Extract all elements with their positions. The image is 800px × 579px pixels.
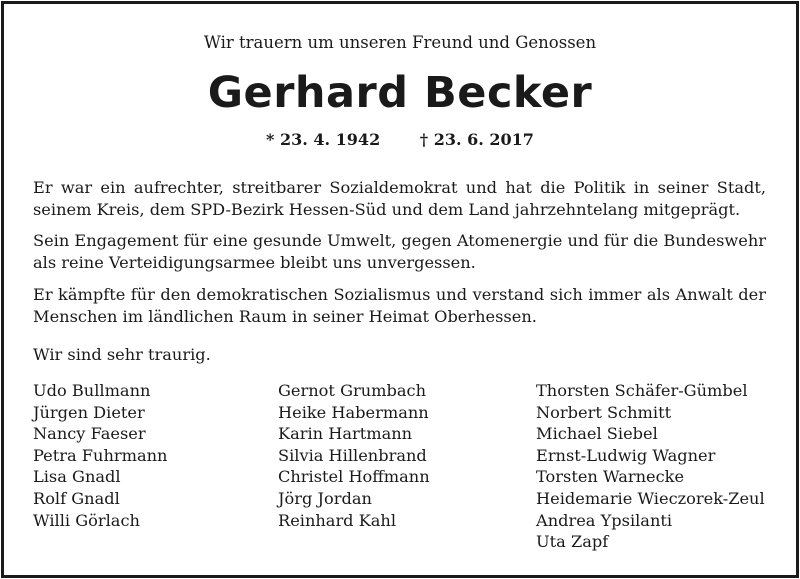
signatory-column xyxy=(536,380,765,553)
signatory-name: Willi Görlach xyxy=(33,510,140,530)
signatory-name: Uta Zapf xyxy=(536,532,609,552)
signatory-name: Nancy Faeser xyxy=(33,424,146,444)
signatory-column xyxy=(33,380,167,531)
signatory-name: Gernot Grumbach xyxy=(278,381,427,400)
signatory-name: Jürgen Dieter xyxy=(33,402,145,422)
tribute-paragraph: Sein Engagement für eine gesunde Umwelt, gegen Atomenergie und für die Bundeswehr als reine Verteidigungsarmee bleibt uns unvergessen. xyxy=(33,231,766,272)
signatory-name: Torsten Warnecke xyxy=(536,467,685,487)
closing-line: Wir sind sehr traurig. xyxy=(33,345,211,364)
signatory-name: Petra Fuhrmann xyxy=(33,445,168,465)
intro-line: Wir trauern um unseren Freund und Genossen xyxy=(203,33,597,52)
signatory-name: Andrea Ypsilanti xyxy=(536,510,673,530)
life-dates xyxy=(0,130,800,149)
tribute-paragraph: Er war ein aufrechter, streitbarer Sozialdemokrat und hat die Politik in seiner Stadt, seinem Kreis, dem SPD-Bezirk Hessen-Süd und dem Land jahrzehntelang mitgeprägt. xyxy=(33,178,766,219)
signatory-name: Lisa Gnadl xyxy=(33,467,121,487)
signatory-name: Reinhard Kahl xyxy=(278,510,397,530)
signatory-name: Karin Hartmann xyxy=(278,424,413,444)
signatory-name: Norbert Schmitt xyxy=(536,402,672,422)
signatory-column xyxy=(278,380,430,531)
signatory-name: Ernst-Ludwig Wagner xyxy=(536,445,716,465)
signatory-name: Heidemarie Wieczorek-Zeul xyxy=(536,488,765,508)
signatory-name: Thorsten Schäfer-Gümbel xyxy=(536,381,748,400)
deceased-name: Gerhard Becker xyxy=(207,68,593,118)
birth-date: * 23. 4. 1942 xyxy=(266,130,381,149)
tribute-paragraph: Er kämpfte für den demokratischen Sozialismus und verstand sich immer als Anwalt der Menschen im ländlichen Raum in seiner Heimat Oberhessen. xyxy=(33,285,766,326)
signatory-name: Heike Habermann xyxy=(278,402,429,422)
signatory-name: Michael Siebel xyxy=(536,424,658,444)
death-date: † 23. 6. 2017 xyxy=(419,130,534,149)
signatory-name: Christel Hoffmann xyxy=(278,467,430,487)
signatory-name: Jörg Jordan xyxy=(278,488,372,508)
signatory-name: Udo Bullmann xyxy=(33,381,151,400)
signatory-name: Rolf Gnadl xyxy=(33,488,120,508)
signatory-name: Silvia Hillenbrand xyxy=(278,445,427,465)
